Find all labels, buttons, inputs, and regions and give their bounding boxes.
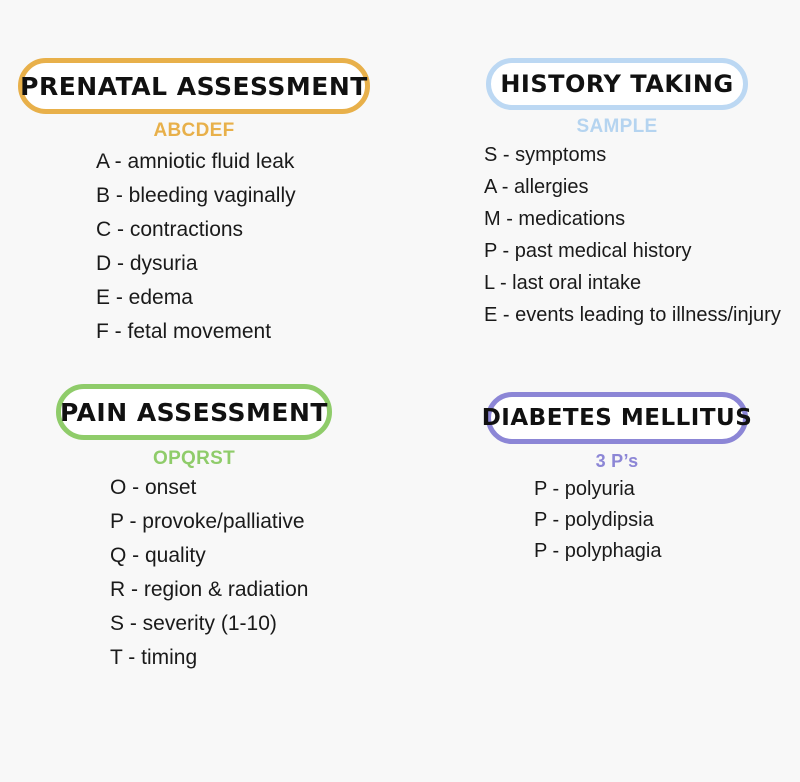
list-item: M - medications <box>484 208 626 230</box>
list-item: F - fetal movement <box>96 320 272 343</box>
list-item: P - past medical history <box>484 240 692 262</box>
list-item: E - edema <box>96 286 193 309</box>
list-item: E - events leading to illness/injury <box>484 304 781 326</box>
list-item: T - timing <box>110 646 198 669</box>
history-taking-title-pill <box>486 58 748 110</box>
pain-mnemonic: OPQRST <box>152 448 236 469</box>
prenatal-assessment-title: PRENATAL ASSESSMENT <box>20 71 368 101</box>
diabetes-mellitus-title-pill <box>481 392 753 444</box>
list-item: O - onset <box>110 476 197 499</box>
history-mnemonic: SAMPLE <box>576 116 658 137</box>
list-item: P - polyphagia <box>534 540 662 562</box>
list-item: A - allergies <box>484 176 589 198</box>
list-item: A - amniotic fluid leak <box>96 150 295 173</box>
prenatal-assessment-title-pill <box>18 58 370 114</box>
list-item: P - polyuria <box>534 478 635 500</box>
list-item: L - last oral intake <box>484 272 642 294</box>
list-item: P - provoke/palliative <box>110 510 305 533</box>
pain-assessment-title-pill <box>56 384 332 440</box>
pain-assessment-title: PAIN ASSESSMENT <box>60 397 328 427</box>
list-item: S - symptoms <box>484 144 607 166</box>
history-taking-title: HISTORY TAKING <box>500 70 734 98</box>
diabetes-mnemonic: 3 P’s <box>595 451 639 471</box>
list-item: S - severity (1-10) <box>110 612 277 635</box>
list-item: R - region & radiation <box>110 578 309 601</box>
list-item: Q - quality <box>110 544 206 567</box>
list-item: D - dysuria <box>96 252 198 275</box>
list-item: C - contractions <box>96 218 244 241</box>
prenatal-mnemonic: ABCDEF <box>153 120 235 141</box>
list-item: P - polydipsia <box>534 509 654 531</box>
diabetes-mellitus-title: DIABETES MELLITUS <box>481 405 753 431</box>
list-item: B - bleeding vaginally <box>96 184 296 207</box>
